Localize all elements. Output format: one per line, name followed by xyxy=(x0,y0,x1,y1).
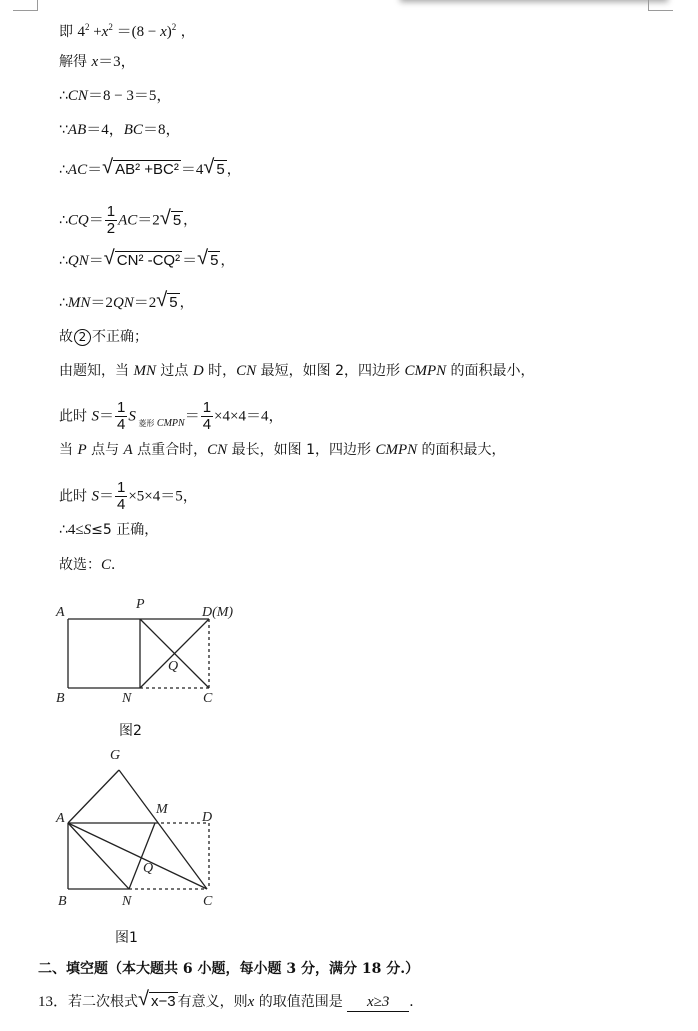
radicand: 5 xyxy=(216,161,225,178)
variable: CMPN xyxy=(156,417,185,429)
text: 若二次根式 xyxy=(68,994,139,1010)
text: ＝4 xyxy=(180,162,204,178)
radical-sign: √ xyxy=(159,206,171,229)
solution-line-10 xyxy=(59,362,535,380)
therefore-symbol: ∴ xyxy=(59,162,68,178)
text: 点与 xyxy=(86,442,124,458)
sqrt xyxy=(159,206,183,230)
radical-sign: √ xyxy=(197,247,209,269)
svg-text:G: G xyxy=(110,748,121,763)
figure-1-caption: 图1 xyxy=(115,930,138,946)
text: ． xyxy=(409,994,424,1010)
radicand: 5 xyxy=(169,294,178,311)
fraction xyxy=(115,480,127,513)
text: ＝3， xyxy=(98,54,136,70)
text: ＝8 − 3＝5， xyxy=(87,88,172,104)
svg-text:Q: Q xyxy=(143,861,154,876)
radical-sign: √ xyxy=(103,247,115,269)
text: 有意义，则 xyxy=(177,994,248,1010)
text: 点重合时， xyxy=(132,442,208,458)
sqrt xyxy=(156,289,179,312)
subscript xyxy=(136,419,185,428)
text: ， xyxy=(220,253,235,269)
variable: AC xyxy=(118,212,138,229)
page-corner-mark-left xyxy=(13,0,38,11)
denominator: 4 xyxy=(202,416,212,433)
svg-text:C: C xyxy=(203,894,213,909)
therefore-symbol: ∴ xyxy=(59,522,68,538)
text: ， xyxy=(226,162,241,178)
radicand: 5 xyxy=(172,211,182,229)
radical-sign: √ xyxy=(156,289,168,311)
svg-text:D: D xyxy=(202,810,213,825)
radicand: CN² -CQ² xyxy=(116,252,181,269)
figure-2-caption: 图2 xyxy=(119,723,142,739)
sqrt xyxy=(102,156,181,179)
solution-line-11 xyxy=(59,400,283,433)
solution-line-15 xyxy=(59,556,125,574)
sqrt xyxy=(103,247,182,270)
radical-sign: √ xyxy=(102,156,114,178)
radical-sign: √ xyxy=(138,988,149,1010)
variable: CMPN xyxy=(375,442,418,458)
svg-text:C: C xyxy=(203,691,213,702)
text: 过点 xyxy=(155,363,193,379)
fraction xyxy=(105,204,117,237)
variable: AB xyxy=(67,122,87,138)
text: 最长，如图 1，四边形 xyxy=(227,442,376,458)
sqrt xyxy=(197,247,220,270)
text: 4≤ xyxy=(67,522,84,538)
therefore-symbol: ∴ xyxy=(59,212,68,229)
solution-line-4 xyxy=(59,121,180,139)
svg-text:P: P xyxy=(136,597,145,612)
denominator: 4 xyxy=(116,416,126,433)
denominator: 4 xyxy=(116,496,126,513)
text: ＝2 xyxy=(90,295,113,311)
text: 此时 xyxy=(59,488,92,505)
equation: $4^2 +x^2 =(8 - x)^2$ xyxy=(77,22,177,40)
solution-line-12 xyxy=(59,441,506,459)
text: ． xyxy=(111,557,126,573)
text: 当 xyxy=(59,442,78,458)
text: 的面积最小， xyxy=(446,363,535,379)
variable: D xyxy=(192,363,204,379)
variable: A xyxy=(123,442,133,458)
solution-line-1 xyxy=(59,18,195,41)
variable: S xyxy=(128,408,136,425)
variable: S xyxy=(91,488,99,505)
denominator: 2 xyxy=(106,220,116,237)
text: ＝2 xyxy=(137,212,160,229)
radicand: x−3 xyxy=(151,993,176,1010)
radical-sign: √ xyxy=(203,156,215,178)
text: 的面积最大， xyxy=(417,442,506,458)
text: ＝ xyxy=(184,408,200,425)
numerator: 1 xyxy=(106,203,116,220)
therefore-symbol: ∴ xyxy=(59,88,68,104)
question-number: 13． xyxy=(38,994,69,1010)
text: 时， xyxy=(203,363,237,379)
solution-line-7 xyxy=(59,247,235,270)
variable: CQ xyxy=(67,212,89,229)
variable: CN xyxy=(207,442,228,458)
svg-text:M: M xyxy=(156,802,168,817)
text: ×5×4＝5， xyxy=(128,488,198,505)
variable: CN xyxy=(236,363,257,379)
text: ＝ xyxy=(88,212,104,229)
answer-letter: C xyxy=(101,557,112,573)
variable: CMPN xyxy=(404,363,447,379)
svg-text:B: B xyxy=(58,894,67,909)
sqrt xyxy=(203,156,226,179)
text: ＝4， xyxy=(86,122,124,138)
svg-text:A: A xyxy=(56,605,65,620)
numerator: 1 xyxy=(116,479,126,496)
therefore-symbol: ∴ xyxy=(59,295,68,311)
text: ， xyxy=(183,212,198,229)
text: ＝ xyxy=(87,162,103,178)
svg-text:N: N xyxy=(122,691,132,702)
text: 解得 xyxy=(59,54,87,70)
text: 的取值范围是 xyxy=(254,994,348,1010)
text: 菱形 xyxy=(138,418,155,428)
fraction xyxy=(201,400,213,433)
variable: MN xyxy=(133,363,156,379)
text: ， xyxy=(179,295,194,311)
variable: AC xyxy=(67,162,88,178)
variable: x xyxy=(91,54,99,70)
solution-line-6 xyxy=(59,204,197,237)
svg-text:D(M): D(M) xyxy=(202,605,234,620)
answer-blank: x≥3 xyxy=(347,993,409,1012)
solution-line-14 xyxy=(59,521,158,539)
variable: P xyxy=(77,442,87,458)
numerator: 1 xyxy=(202,399,212,416)
text: ＝ xyxy=(98,408,114,425)
text: ＝ xyxy=(88,253,104,269)
numerator: 1 xyxy=(116,399,126,416)
text: 最短，如图 2，四边形 xyxy=(256,363,405,379)
svg-text:A: A xyxy=(56,811,65,826)
question-13 xyxy=(38,988,424,1012)
therefore-symbol: ∴ xyxy=(59,253,68,269)
variable: S xyxy=(83,522,92,538)
text: ， xyxy=(180,24,195,40)
text: ＝2 xyxy=(133,295,157,311)
variable: x xyxy=(247,994,255,1010)
figure-2-diagram xyxy=(50,592,270,702)
text: ＝8， xyxy=(142,122,181,138)
figure-1-diagram xyxy=(50,745,270,915)
page-corner-mark-right xyxy=(648,0,673,11)
section-heading: 二、填空题（本大题共 6 小题，每小题 3 分，满分 18 分.） xyxy=(38,961,420,977)
variable: S xyxy=(91,408,99,425)
text: ＝ xyxy=(182,253,198,269)
text: 故选： xyxy=(59,557,101,573)
radicand: 5 xyxy=(210,252,219,269)
text: 即 xyxy=(59,24,73,40)
variable: QN xyxy=(112,295,134,311)
sqrt xyxy=(138,988,178,1011)
circled-number: 2 xyxy=(74,329,91,346)
text: 不正确； xyxy=(92,329,148,345)
variable: BC xyxy=(123,122,143,138)
svg-text:Q: Q xyxy=(168,659,179,674)
variable: CN xyxy=(67,88,88,104)
text: 由题知，当 xyxy=(59,363,134,379)
text: ×4×4＝4， xyxy=(214,408,284,425)
solution-line-3 xyxy=(59,87,171,105)
solution-line-5 xyxy=(59,156,241,179)
solution-line-13 xyxy=(59,480,198,513)
text: 此时 xyxy=(59,408,92,425)
svg-text:B: B xyxy=(56,691,65,702)
text: ≤5 正确， xyxy=(91,522,159,538)
svg-text:N: N xyxy=(122,894,132,909)
variable: QN xyxy=(67,253,89,269)
solution-line-8 xyxy=(59,289,194,312)
radicand: AB² +BC² xyxy=(115,161,179,178)
fraction xyxy=(115,400,127,433)
solution-line-9 xyxy=(59,328,148,346)
solution-line-2 xyxy=(59,53,136,71)
variable: MN xyxy=(67,295,91,311)
because-symbol: ∵ xyxy=(59,122,68,138)
text: ＝ xyxy=(98,488,114,505)
text: 故 xyxy=(59,329,73,345)
